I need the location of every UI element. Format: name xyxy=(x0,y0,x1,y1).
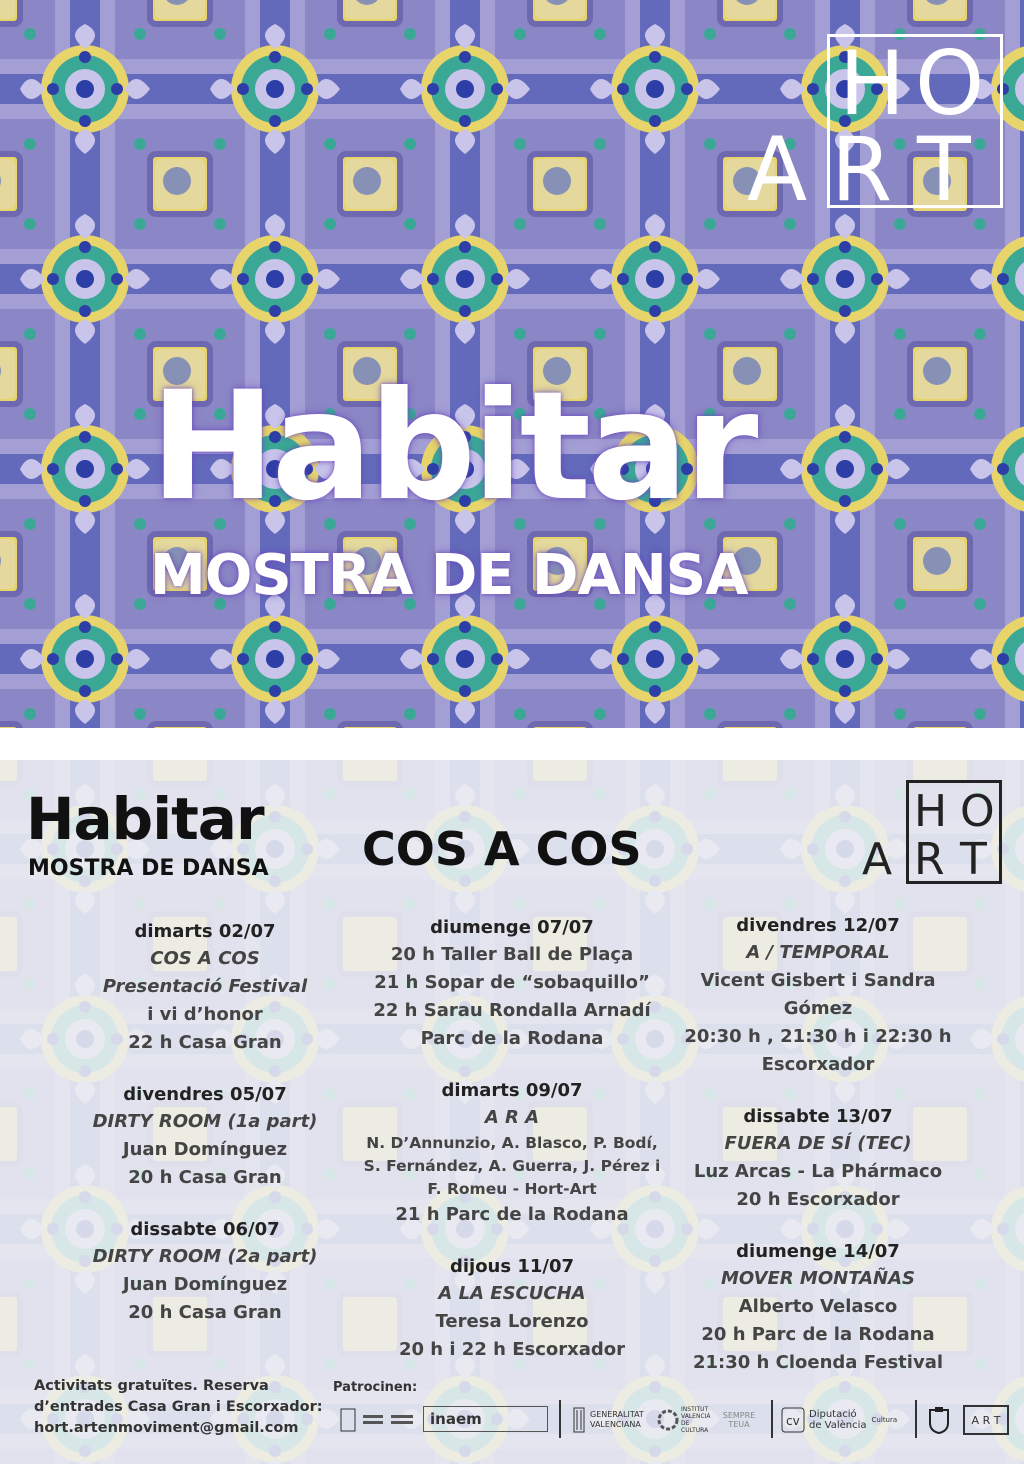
event-detail: i vi d’honor xyxy=(147,1004,263,1025)
event-date: diumenge 14/07 xyxy=(736,1241,900,1262)
generalitat-text: VALENCIANA xyxy=(590,1420,641,1429)
event-date: dissabte 06/07 xyxy=(130,1219,280,1240)
ministry-seal-icon xyxy=(339,1405,419,1435)
event-block xyxy=(70,1216,340,1327)
event-detail: 20 h Parc de la Rodana xyxy=(701,1324,935,1345)
event-detail: Juan Domínguez xyxy=(122,1139,288,1160)
logo-letter: T xyxy=(917,118,971,221)
event-date: dimarts 09/07 xyxy=(441,1080,583,1101)
hort-art-logo xyxy=(745,30,1010,221)
event-detail: F. Romeu - Hort-Art xyxy=(427,1180,597,1198)
poster-image xyxy=(0,0,1024,728)
event-date: diumenge 07/07 xyxy=(430,917,594,938)
event-block xyxy=(668,1238,968,1377)
event-detail: Luz Arcas - La Phármaco xyxy=(693,1161,943,1182)
divider xyxy=(915,1400,917,1438)
ivc-ring-icon xyxy=(657,1409,679,1431)
event-title: FUERA DE SÍ (TEC) xyxy=(724,1133,912,1154)
logo-letter: O xyxy=(915,32,985,135)
event-block xyxy=(350,914,674,1053)
hort-art-logo-small xyxy=(862,776,1012,888)
sponsors-label: Patrocinen: xyxy=(333,1380,418,1395)
logo-letter: A xyxy=(862,834,893,885)
poster-subtitle: MOSTRA DE DANSA xyxy=(150,543,748,608)
festival-name: COS A COS xyxy=(362,822,642,876)
event-detail: Teresa Lorenzo xyxy=(435,1311,589,1332)
programme-subtitle: MOSTRA DE DANSA xyxy=(28,856,269,881)
logo-letter: H xyxy=(914,786,948,837)
event-date: dijous 11/07 xyxy=(449,1256,575,1277)
logo-letter: H xyxy=(839,32,906,135)
event-detail: Parc de la Rodana xyxy=(420,1028,604,1049)
ivc-logo xyxy=(657,1404,717,1436)
event-block xyxy=(350,1077,674,1229)
event-detail: 22 h Sarau Rondalla Arnadí xyxy=(373,1000,651,1021)
event-detail: 20 h Taller Ball de Plaça xyxy=(390,944,634,965)
event-date: divendres 12/07 xyxy=(736,915,900,936)
event-block xyxy=(70,918,340,1057)
event-date: divendres 05/07 xyxy=(123,1084,287,1105)
generalitat-logo xyxy=(571,1404,651,1436)
footer-line: Activitats gratuïtes. Reserva xyxy=(34,1378,269,1394)
generalitat-crest-icon xyxy=(571,1406,587,1434)
event-detail: 20 h i 22 h Escorxador xyxy=(398,1339,626,1360)
divider xyxy=(559,1400,561,1438)
footer-note xyxy=(34,1376,323,1439)
event-detail: Vicent Gisbert i Sandra Gómez xyxy=(700,970,936,1019)
schedule-column-1 xyxy=(70,918,340,1351)
event-date: dimarts 02/07 xyxy=(134,921,276,942)
sempre-teua-logo xyxy=(719,1404,759,1436)
svg-text:cv: cv xyxy=(786,1414,800,1428)
diputacio-logo xyxy=(781,1404,911,1436)
event-block xyxy=(668,912,968,1079)
event-title: DIRTY ROOM (1a part) xyxy=(92,1111,318,1132)
event-title: A LA ESCUCHA xyxy=(438,1283,586,1304)
diputacio-icon xyxy=(781,1406,805,1434)
logo-letter: T xyxy=(960,834,987,885)
divider xyxy=(771,1400,773,1438)
event-detail: 20:30 h , 21:30 h i 22:30 h xyxy=(684,1026,952,1047)
schedule-column-2 xyxy=(350,914,674,1388)
town-crest-logo xyxy=(927,1404,955,1436)
hort-art-mini-logo xyxy=(963,1405,1009,1435)
event-detail: Escorxador xyxy=(761,1054,875,1075)
event-detail: 21:30 h Cloenda Festival xyxy=(692,1352,944,1373)
footer-line: d’entrades Casa Gran i Escorxador: xyxy=(34,1399,323,1415)
event-detail: 21 h Sopar de “sobaquillo” xyxy=(374,972,650,993)
ministry-logo xyxy=(339,1404,419,1436)
logo-letter: R xyxy=(831,118,893,221)
event-detail: 21 h Parc de la Rodana xyxy=(395,1204,629,1225)
programme-section xyxy=(0,760,1024,1464)
sponsor-logos xyxy=(335,1400,1015,1440)
event-block xyxy=(350,1253,674,1364)
event-detail: 20 h Casa Gran xyxy=(128,1302,282,1323)
logo-letter: R xyxy=(914,834,945,885)
ivc-text: INSTITUT VALENCIÀ DE CULTURA xyxy=(681,1406,711,1434)
event-detail: S. Fernández, A. Guerra, J. Pérez i xyxy=(363,1157,661,1175)
programme-title: Habitar xyxy=(26,785,264,853)
event-detail: Juan Domínguez xyxy=(122,1274,288,1295)
hort-art-mini-text: A R T xyxy=(971,1413,1001,1427)
event-title: A / TEMPORAL xyxy=(746,942,890,963)
footer-email[interactable]: hort.artenmoviment@gmail.com xyxy=(34,1420,299,1436)
town-crest-icon xyxy=(927,1405,951,1435)
event-date: dissabte 13/07 xyxy=(743,1106,893,1127)
event-detail: 22 h Casa Gran xyxy=(128,1032,282,1053)
event-detail: Alberto Velasco xyxy=(738,1296,898,1317)
logo-letter: O xyxy=(960,786,995,837)
schedule-column-3 xyxy=(668,912,968,1401)
event-detail: 20 h Escorxador xyxy=(736,1189,900,1210)
event-detail: 20 h Casa Gran xyxy=(128,1167,282,1188)
logo-letter: A xyxy=(747,118,808,221)
event-title: DIRTY ROOM (2a part) xyxy=(92,1246,318,1267)
event-title: Presentació Festival xyxy=(102,976,308,997)
sempre-text: SEMPRE xyxy=(722,1411,756,1420)
generalitat-text: GENERALITAT xyxy=(590,1410,644,1419)
inaem-text: inaem xyxy=(430,1410,482,1428)
event-title: MOVER MONTAÑAS xyxy=(721,1268,915,1289)
event-title: A R A xyxy=(484,1107,540,1128)
diputacio-text: Diputació xyxy=(809,1409,857,1420)
event-block xyxy=(668,1103,968,1214)
inaem-logo xyxy=(423,1406,548,1432)
poster-title: Habitar xyxy=(150,360,755,534)
diputacio-text: de València xyxy=(809,1420,867,1431)
event-block xyxy=(70,1081,340,1192)
event-title: COS A COS xyxy=(150,948,260,969)
sempre-text: TEUA xyxy=(728,1420,750,1429)
diputacio-cultura: Cultura xyxy=(871,1415,898,1424)
event-detail: N. D’Annunzio, A. Blasco, P. Bodí, xyxy=(366,1134,658,1152)
